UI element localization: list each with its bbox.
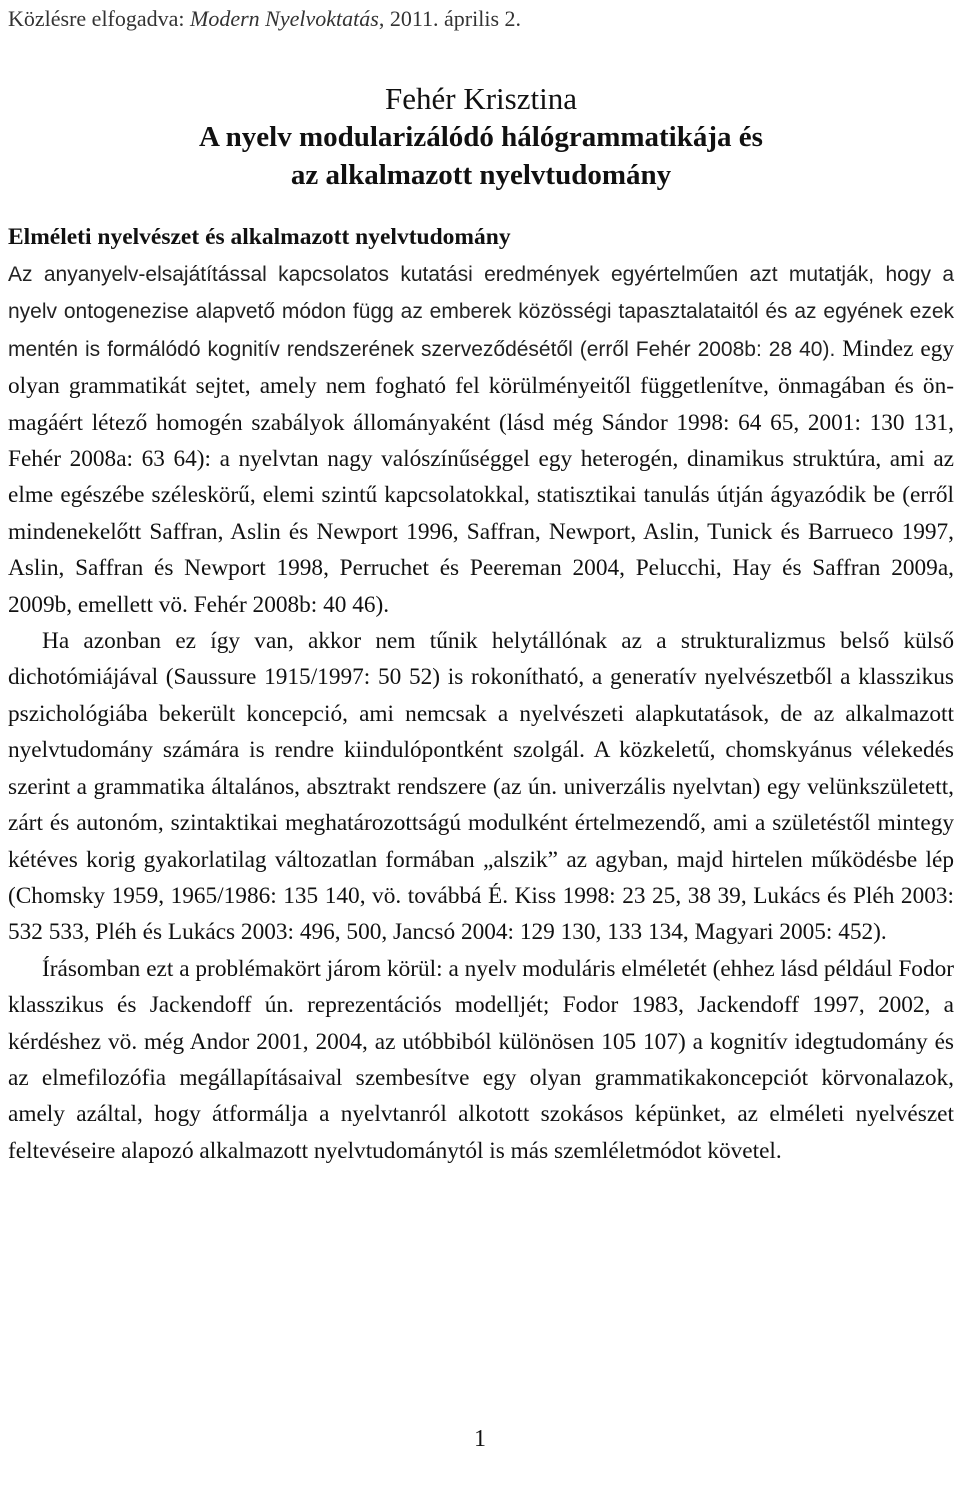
paragraph-2: Ha azonban ez így van, akkor nem tűnik helytállónak az a strukturalizmus belső külső dichotómiájával (Saussure 1915/1997: 50 52) is rokonítható, a generatív nyelvészetből a klasszikus pszichológiába bekerült koncepció, ami nemcsak a nyelvészeti alapkutatások, de az alkalmazott nyelvtudomány számára is rendre kiindulópontként szolgál. A közkeletű, chomskyánus vélekedés szerint a grammatika általános, absztrakt rendszere (az ún. univerzális nyelvtan) egy velünkszületett, zárt és autonóm, szintaktikai meghatározottságú modulként értelmezendő, ami a születéstől mintegy kétéves korig gyakorlatilag változatlan formában „alszik” az agyban, majd hirtelen működésbe lép (Chomsky 1959, 1965/1986: 135 140, vö. továbbá É. Kiss 1998: 23 25, 38 39, Lukács és Pléh 2003: 532 533, Pléh és Lukács 2003: 496, 500, Jancsó 2004: 129 130, 133 134, Magyari 2005: 452). [8,628,954,946]
paragraph-1-rest: Mindez egy olyan grammatikát sejtet, amely nem fogható fel körülményeitől függetlenítve, önmagában és önmagáért létező homogén szabályok állományaként (lásd még Sándor 1998: 64 65, 2001: 130 131, Fehér 2008a: 63 64): a nyelvtan nagy valószínűséggel egy heterogén, dinamikus struktúra, ami az elme egészébe széleskörű, elemi szintű kapcsolatokkal, statisztikai tanulás útján ágyazódik be (erről mindenekelőtt Saffran, Aslin és Newport 1996, Saffran, Newport, Aslin, Tunick és Barrueco 1997, Aslin, Saffran és Newport 1998, Perruchet és Peereman 2004, Pelucchi, Hay és Saffran 2009a, 2009b, emellett vö. Fehér 2008b: 40 46). [8,335,954,618]
section-body [8,256,954,1169]
publication-note [8,0,954,36]
paper-title-line-1: A nyelv modularizálódó hálógrammatikája és [199,121,763,153]
publication-venue: Modern Nyelvoktatás [190,6,379,31]
paragraph-1-lead: Az anyanyelv-elsajátítással kapcsolatos kutatási eredmények egyértelműen azt mutatják, hogy a nyelv ontogenezise alapvető módon függ az emberek közösségi tapasztalataitól és az egyének ezek mentén is formálódó kognitív rendszerének szerveződésétől (erről Fehér 2008b: 28 40). [8,263,954,361]
section-heading: Elméleti nyelvészet és alkalmazott nyelvtudomány [8,224,511,250]
paragraph-1 [8,256,954,623]
document-page [8,0,954,1169]
publication-note-prefix: Közlésre elfogadva: [8,6,191,31]
publication-date: , 2011. április 2. [378,6,522,31]
paragraph-3: Írásomban ezt a problémakört járom körül: a nyelv moduláris elméletét (ehhez lásd például Fodor klasszikus és Jackendoff ún. reprezentációs modelljét; Fodor 1983, Jackendoff 1997, 2002, a kérdéshez vö. még Andor 2001, 2004, az utóbbiból különösen 105 107) a kognitív idegtudomány és az elmefilozófia megállapításaival szembesítve egy olyan grammatikakoncepciót körvonalazok, amely azáltal, hogy átformálja a nyelvtanról alkotott szokásos képünket, az elméleti nyelvészet feltevéseire alapozó alkalmazott nyelvtudománytól is más szemléletmódot követel. [8,955,954,1164]
page-number: 1 [474,1426,486,1452]
author-name: Fehér Krisztina [385,81,577,116]
title-block [8,80,954,194]
paper-title-line-2: az alkalmazott nyelvtudomány [290,159,672,191]
